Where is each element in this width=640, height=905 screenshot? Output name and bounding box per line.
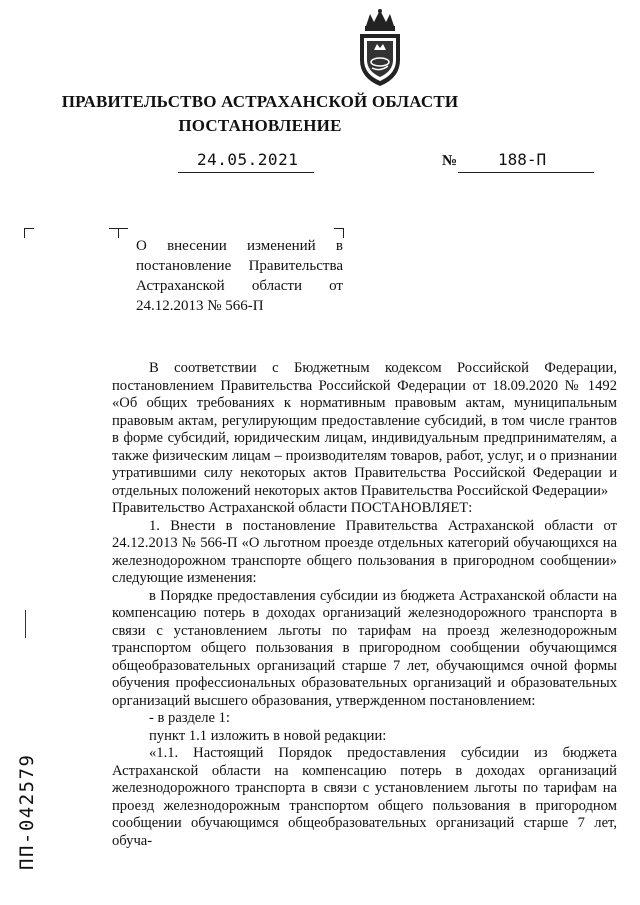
number-sign: № [442, 153, 458, 169]
margin-line [25, 610, 26, 638]
document-body [112, 360, 617, 850]
preamble-paragraph: В соответствии с Бюджетным кодексом Российской Федерации, постановлением Правительства Российской Федерации от 18.09.2020 № 1492 «Об общих требованиях к нормативным правовым актам, муниципальным правовым актам, регулирующим предоставление субсидий, в том числе грантов в форме субсидий, юридическим лицам, индивидуальным предпринимателям, а также физическим лицам – производителям товаров, работ, услуг, и о признании утратившими силу некоторых актов Правительства Российской Федерации и отдельных положений некоторых актов Правительства Российской Федерации» [112, 360, 617, 499]
new-wording-paragraph: «1.1. Настоящий Порядок предоставления субсидии из бюджета Астраханской области на компенсацию потерь в доходах организаций железнодорожного транспорта в связи с установлением льготы по тарифам на проезд железнодорожным транспортом общего пользования в пригородном сообщении обучающимся общеобразовательных организаций старше 7 лет, обуча- [112, 745, 617, 849]
procedure-paragraph: в Порядке предоставления субсидии из бюджета Астраханской области на компенсацию потерь в доходах организаций железнодорожного транспорта в связи с установлением льготы по тарифам на проезд железнодорожным транспортом общего пользования в пригородном сообщении обучающимся общеобразовательных организаций старше 7 лет, обучающимся очной формы обучения профессиональных образовательных организаций и образовательных организаций высшего образования, утвержденном постановлением: [112, 587, 617, 709]
document-number: 188-П [498, 150, 547, 169]
margin-serial-code: ПП-042579 [16, 753, 38, 870]
clause-1-paragraph: 1. Внести в постановление Правительства Астраханской области от 24.12.2013 № 566-П «О льготном проезде отдельных категорий обучающихся на железнодорожном транспорте общего пользования в пригородном сообщении» следующие изменения: [112, 517, 617, 586]
government-name: ПРАВИТЕЛЬСТВО АСТРАХАНСКОЙ ОБЛАСТИ [61, 92, 459, 111]
number-underline [458, 172, 594, 173]
date-underline [178, 172, 314, 173]
point-ref-paragraph: пункт 1.1 изложить в новой редакции: [149, 727, 387, 744]
corner-mark [24, 228, 34, 238]
corner-mark [118, 228, 128, 238]
coat-of-arms-emblem [350, 8, 410, 90]
document-date: 24.05.2021 [197, 150, 299, 169]
section-ref-paragraph: - в разделе 1: [149, 710, 230, 726]
document-type: ПОСТАНОВЛЕНИЕ [178, 116, 342, 135]
resolution-statement: Правительство Астраханской области ПОСТАНОВЛЯЕТ: [112, 500, 473, 516]
document-subject: О внесении изменений в постановление Правительства Астраханской области от 24.12.2013 № 566-П [136, 238, 343, 314]
